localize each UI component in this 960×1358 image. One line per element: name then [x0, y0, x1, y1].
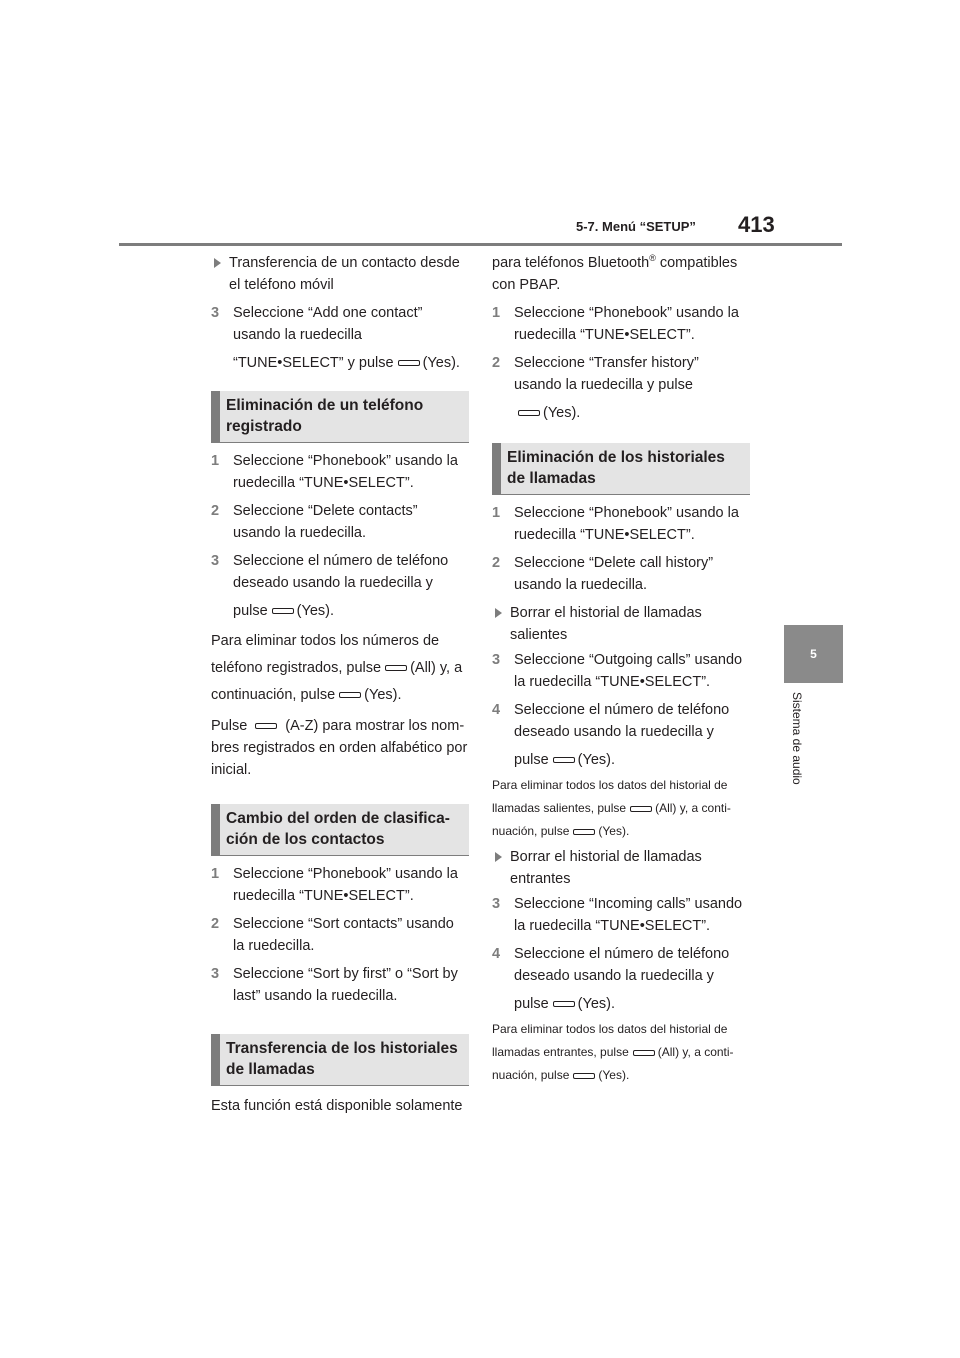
button-icon	[339, 692, 361, 698]
note-delete-all-3	[211, 684, 469, 706]
step-1	[492, 302, 750, 346]
note-text: bres registrados en orden alfabético por inicial.	[211, 740, 468, 778]
button-icon	[633, 1050, 655, 1056]
note-text: Para eliminar todos los datos del historial de	[492, 1022, 728, 1036]
step-number: 2	[211, 916, 220, 932]
step-1	[211, 863, 469, 907]
button-icon	[553, 1001, 575, 1007]
note-text: llamadas salientes, pulse	[492, 801, 627, 815]
step-number: 2	[211, 503, 220, 519]
section-title: 5-7. Menú “SETUP”	[576, 219, 696, 234]
button-icon	[385, 665, 407, 671]
step-1	[211, 450, 469, 494]
step-number: 1	[211, 866, 220, 882]
note-delete-all-2	[211, 657, 469, 679]
registered-mark: ®	[649, 253, 656, 264]
step-2	[492, 552, 750, 596]
note-outgoing-2	[492, 797, 750, 819]
step-2-cont	[492, 402, 750, 424]
step-number: 4	[492, 702, 501, 718]
subsection-incoming: Borrar el historial de llamadas entrantes	[492, 846, 750, 890]
note-text: Pulse	[211, 718, 248, 734]
note-outgoing-3	[492, 820, 750, 842]
note-sort-az-2	[211, 737, 469, 781]
paragraph-text: para teléfonos Bluetooth	[492, 255, 650, 271]
chapter-title: Sistema de audio	[790, 692, 804, 785]
step-text: (Yes).	[296, 603, 335, 619]
right-column	[492, 252, 750, 1086]
left-column	[211, 252, 469, 1117]
note-text: continuación, pulse	[211, 687, 336, 703]
note-text: nuación, pulse	[492, 1068, 570, 1082]
step-3-cont	[211, 600, 469, 622]
step-text: (Yes).	[577, 996, 616, 1012]
note-text: (A-Z) para mostrar los nom-	[285, 718, 465, 734]
button-icon	[553, 757, 575, 763]
subsection-outgoing: Borrar el historial de llamadas salientes	[492, 602, 750, 646]
note-sort-az	[211, 715, 469, 737]
step-text: “TUNE•SELECT” y pulse	[233, 355, 394, 371]
button-icon	[630, 806, 652, 812]
heading-sort-contacts: Cambio del orden de clasifica-ción de los contactos	[211, 804, 469, 856]
note-text: llamadas entrantes, pulse	[492, 1045, 629, 1059]
step-number: 1	[492, 505, 501, 521]
note-text: nuación, pulse	[492, 824, 570, 838]
note-incoming-3	[492, 1064, 750, 1086]
subsection-transfer-contact: Transferencia de un contacto desde el teléfono móvil	[211, 252, 469, 296]
step-text: Seleccione “Phonebook” usando la ruedecilla “TUNE•SELECT”.	[233, 866, 458, 904]
step-number: 1	[211, 453, 220, 469]
step-text: Seleccione “Sort by first” o “Sort by last” usando la ruedecilla.	[233, 966, 458, 1004]
step-3	[492, 893, 750, 937]
button-icon	[573, 829, 595, 835]
step-number: 3	[492, 896, 501, 912]
step-2	[211, 913, 469, 957]
step-text: Seleccione “Incoming calls” usando la ruedecilla “TUNE•SELECT”.	[514, 896, 743, 934]
step-text: Seleccione “Add one contact” usando la ruedecilla	[233, 305, 423, 343]
button-icon	[398, 360, 420, 366]
heading-delete-phone: Eliminación de un teléfono registrado	[211, 391, 469, 443]
note-text: teléfono registrados, pulse	[211, 660, 382, 676]
step-text: Seleccione “Phonebook” usando la ruedecilla “TUNE•SELECT”.	[233, 453, 458, 491]
step-4	[492, 699, 750, 743]
step-text: Seleccione “Delete contacts” usando la ruedecilla.	[233, 503, 418, 541]
step-number: 3	[211, 966, 220, 982]
step-text: Seleccione el número de teléfono deseado usando la ruedecilla y	[233, 553, 449, 591]
button-icon	[573, 1073, 595, 1079]
step-text: Seleccione “Outgoing calls” usando la ruedecilla “TUNE•SELECT”.	[514, 652, 743, 690]
step-number: 3	[211, 305, 220, 321]
step-4	[492, 943, 750, 987]
note-text: (Yes).	[364, 687, 402, 703]
heading-delete-history: Eliminación de los historiales de llamadas	[492, 443, 750, 495]
note-incoming-2	[492, 1041, 750, 1063]
button-icon	[255, 723, 277, 729]
note-text: (All) y, a conti-	[655, 801, 731, 815]
chapter-tab	[784, 625, 843, 683]
step-number: 1	[492, 305, 501, 321]
step-text: (Yes).	[577, 752, 616, 768]
note-text: (Yes).	[598, 1068, 630, 1082]
note-text: (Yes).	[598, 824, 630, 838]
step-text: Seleccione “Transfer history” usando la ruedecilla y pulse	[514, 355, 699, 393]
heading-transfer-history: Transferencia de los historiales de llamadas	[211, 1034, 469, 1086]
step-text: pulse	[514, 996, 549, 1012]
step-number: 2	[492, 355, 501, 371]
step-text: (Yes).	[422, 355, 460, 371]
button-icon	[272, 608, 294, 614]
step-text: Seleccione “Phonebook” usando la ruedecilla “TUNE•SELECT”.	[514, 505, 739, 543]
button-icon	[518, 410, 540, 416]
step-number: 2	[492, 555, 501, 571]
page-number: 413	[738, 212, 775, 237]
note-text: (All) y, a	[410, 660, 463, 676]
step-add-contact-cont	[211, 352, 469, 374]
step-text: Seleccione “Delete call history” usando la ruedecilla.	[514, 555, 714, 593]
step-text: pulse	[233, 603, 268, 619]
step-1	[492, 502, 750, 546]
paragraph-text: compatibles con PBAP.	[492, 255, 738, 293]
step-number: 3	[492, 652, 501, 668]
note-outgoing	[492, 774, 750, 796]
note-delete-all	[211, 630, 469, 652]
note-incoming	[492, 1018, 750, 1040]
step-text: (Yes).	[543, 405, 581, 421]
note-text: Para eliminar todos los números de	[211, 633, 440, 649]
step-4-cont	[492, 749, 750, 771]
step-3	[211, 550, 469, 594]
step-number: 4	[492, 946, 501, 962]
step-text: Seleccione el número de teléfono deseado usando la ruedecilla y	[514, 946, 730, 984]
step-text: Seleccione “Phonebook” usando la ruedecilla “TUNE•SELECT”.	[514, 305, 739, 343]
step-number: 3	[211, 553, 220, 569]
header-divider	[119, 243, 842, 246]
note-text: Para eliminar todos los datos del historial de	[492, 778, 728, 792]
step-add-contact	[211, 302, 469, 346]
paragraph-availability: Esta función está disponible solamente	[211, 1098, 463, 1114]
step-text: Seleccione el número de teléfono deseado usando la ruedecilla y	[514, 702, 730, 740]
paragraph-availability-cont	[492, 252, 750, 296]
step-3	[492, 649, 750, 693]
step-2	[492, 352, 750, 396]
chapter-number: 5	[810, 647, 817, 661]
step-text: pulse	[514, 752, 549, 768]
step-3	[211, 963, 469, 1007]
step-2	[211, 500, 469, 544]
step-4-cont	[492, 993, 750, 1015]
note-text: (All) y, a conti-	[657, 1045, 734, 1059]
step-text: Seleccione “Sort contacts” usando la ruedecilla.	[233, 916, 454, 954]
